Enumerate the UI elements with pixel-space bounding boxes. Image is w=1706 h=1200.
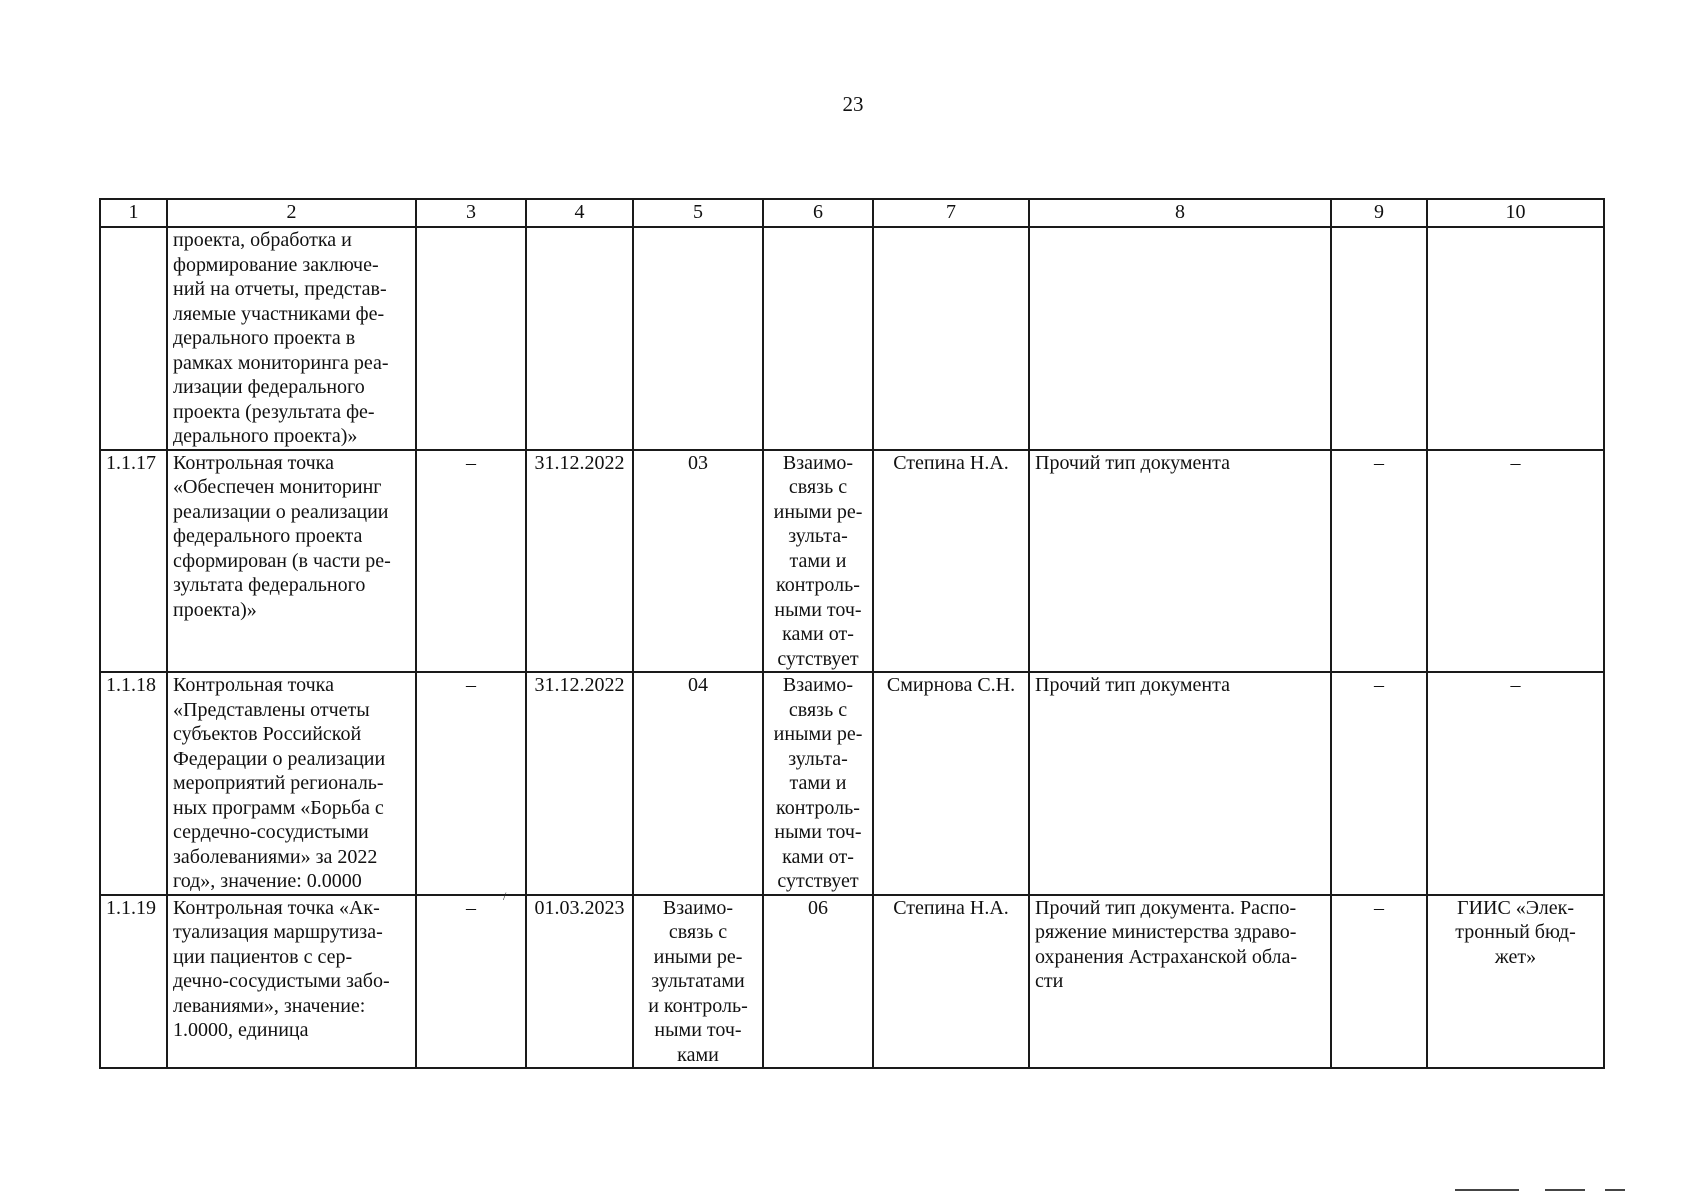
row-number-cell (100, 227, 167, 450)
table-header-row (100, 199, 1604, 227)
column-header: 7 (873, 199, 1029, 227)
table-cell: Взаимо- связь с иными ре- зульта- тами и контроль- ными точ- ками от- сутствует (763, 672, 873, 895)
column-header: 6 (763, 199, 873, 227)
date-cell: 01.03.2023 (526, 895, 633, 1069)
system-cell: ГИИС «Элек- тронный бюд- жет» (1427, 895, 1604, 1069)
table-cell: 04 (633, 672, 763, 895)
column-header: 1 (100, 199, 167, 227)
responsible-cell: Степина Н.А. (873, 895, 1029, 1069)
scan-artifact: / (503, 889, 507, 903)
column-header: 9 (1331, 199, 1427, 227)
table-cell: – (416, 672, 526, 895)
system-cell: – (1427, 672, 1604, 895)
table-cell: – (1331, 895, 1427, 1069)
column-header: 2 (167, 199, 416, 227)
table-row (100, 895, 1604, 1069)
table-cell: – (1331, 450, 1427, 673)
table-cell: – (416, 895, 526, 1069)
table-cell (1331, 227, 1427, 450)
description-cell: проекта, обработка и формирование заключе- ний на отчеты, представ- ляемые участниками фе- дерального проекта в рамках мониторинга реа- лизации федерального проекта (результата фе- дерального проекта)» (167, 227, 416, 450)
column-header: 3 (416, 199, 526, 227)
responsible-cell: Степина Н.А. (873, 450, 1029, 673)
table-cell (763, 227, 873, 450)
row-number-cell: 1.1.17 (100, 450, 167, 673)
table-cell: Взаимо- связь с иными ре- зульта- тами и контроль- ными точ- ками от- сутствует (763, 450, 873, 673)
column-header: 4 (526, 199, 633, 227)
description-cell: Контрольная точка «Обеспечен мониторинг реализации о реализации федерального проекта сформирован (в части ре- зультата федерального проекта)» (167, 450, 416, 673)
column-header: 8 (1029, 199, 1331, 227)
document-type-cell: Прочий тип документа (1029, 672, 1331, 895)
table-cell (633, 227, 763, 450)
table-row (100, 672, 1604, 895)
date-cell (526, 227, 633, 450)
system-cell (1427, 227, 1604, 450)
table-row (100, 227, 1604, 450)
system-cell: – (1427, 450, 1604, 673)
scan-artifact-marks (1455, 1189, 1655, 1193)
table-cell: 06 (763, 895, 873, 1069)
row-number-cell: 1.1.19 (100, 895, 167, 1069)
table-cell: 03 (633, 450, 763, 673)
responsible-cell (873, 227, 1029, 450)
description-cell: Контрольная точка «Представлены отчеты субъектов Российской Федерации о реализации мероприятий региональ- ных программ «Борьба с сердечно-сосудистыми заболеваниями» за 2022 год», значение: 0.0000 (167, 672, 416, 895)
responsible-cell: Смирнова С.Н. (873, 672, 1029, 895)
page-number: 23 (842, 92, 864, 116)
column-header: 5 (633, 199, 763, 227)
table-row (100, 450, 1604, 673)
control-points-table (99, 198, 1605, 1069)
document-type-cell: Прочий тип документа. Распо- ряжение министерства здраво- охранения Астраханской обла- сти (1029, 895, 1331, 1069)
document-type-cell (1029, 227, 1331, 450)
table-cell: Взаимо- связь с иными ре- зультатами и контроль- ными точ- ками (633, 895, 763, 1069)
row-number-cell: 1.1.18 (100, 672, 167, 895)
table-cell (416, 227, 526, 450)
table-cell: – (416, 450, 526, 673)
date-cell: 31.12.2022 (526, 672, 633, 895)
column-header: 10 (1427, 199, 1604, 227)
document-type-cell: Прочий тип документа (1029, 450, 1331, 673)
table-cell: – (1331, 672, 1427, 895)
description-cell: Контрольная точка «Ак- туализация маршрутиза- ции пациентов с сер- дечно-сосудистыми забо- леваниями», значение: 1.0000, единица (167, 895, 416, 1069)
date-cell: 31.12.2022 (526, 450, 633, 673)
